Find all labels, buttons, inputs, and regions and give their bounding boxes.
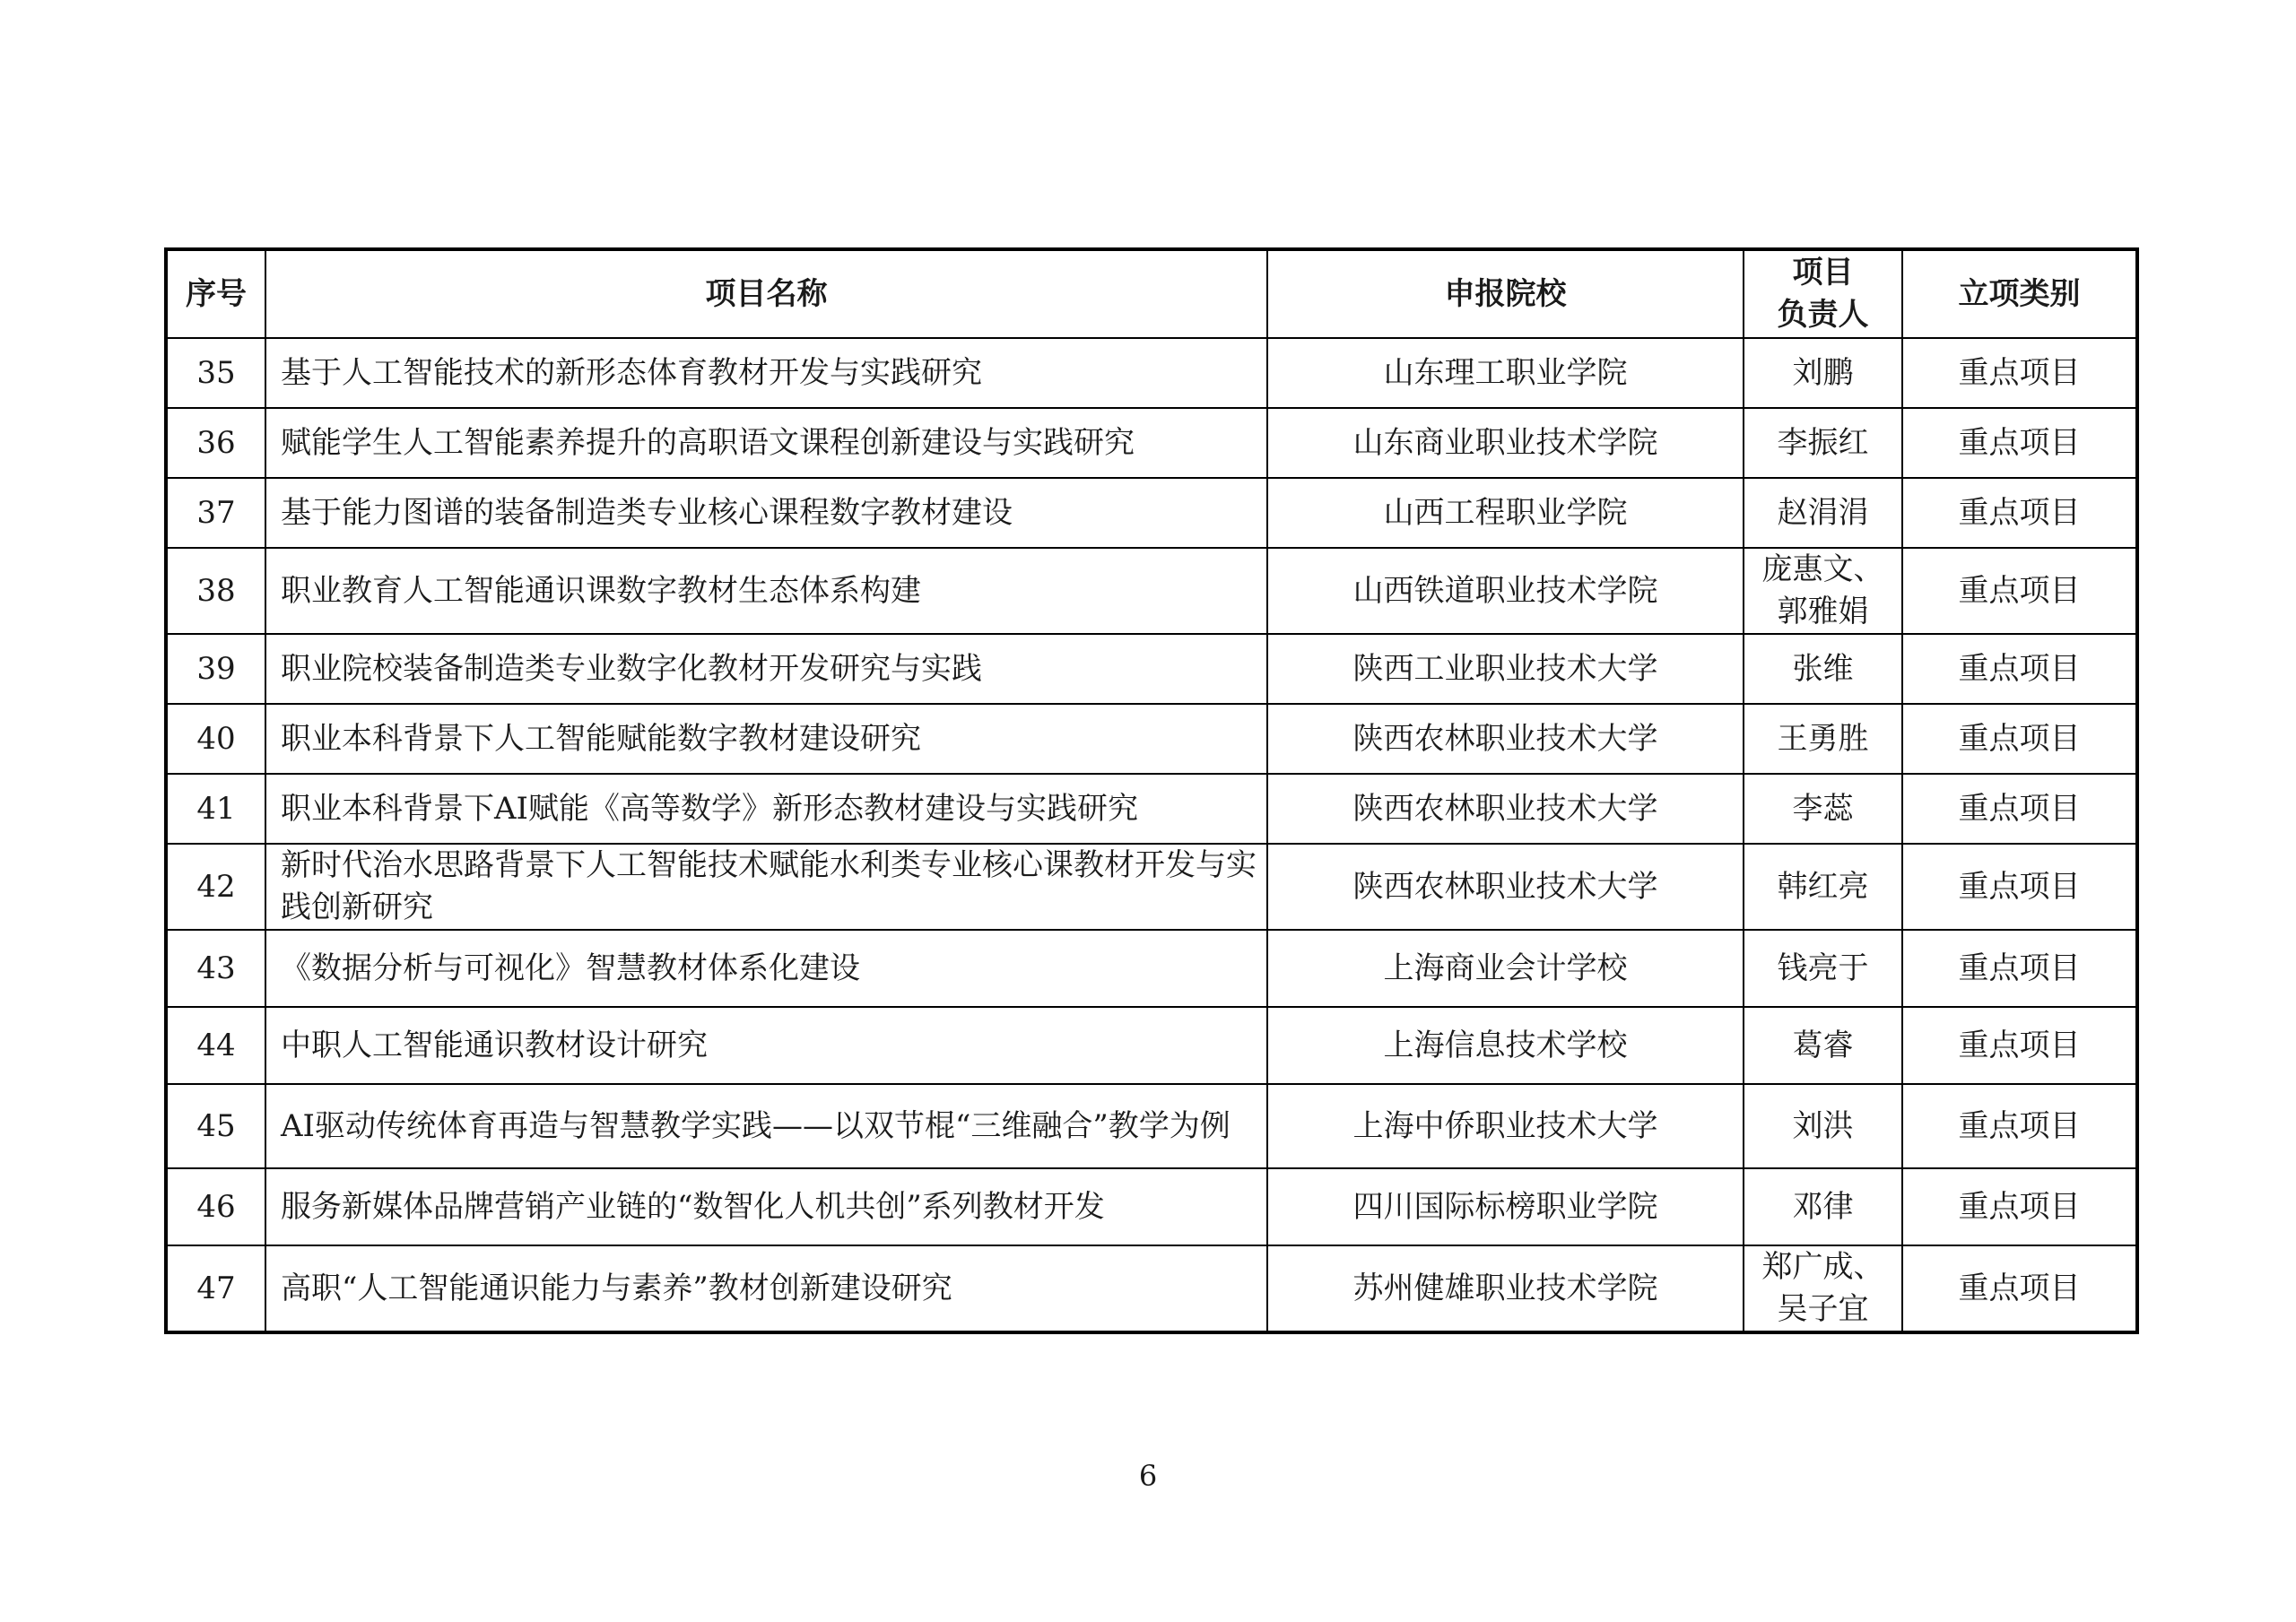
cell-leader: 赵涓涓 bbox=[1744, 478, 1902, 548]
cell-leader: 刘洪 bbox=[1744, 1084, 1902, 1168]
cell-name: 职业本科背景下AI赋能《高等数学》新形态教材建设与实践研究 bbox=[265, 774, 1267, 844]
cell-school: 四川国际标榜职业学院 bbox=[1267, 1168, 1744, 1245]
cell-no: 43 bbox=[166, 930, 265, 1007]
cell-school: 上海中侨职业技术大学 bbox=[1267, 1084, 1744, 1168]
cell-school: 上海商业会计学校 bbox=[1267, 930, 1744, 1007]
cell-category: 重点项目 bbox=[1902, 1245, 2137, 1332]
cell-leader: 韩红亮 bbox=[1744, 844, 1902, 930]
cell-name: 基于人工智能技术的新形态体育教材开发与实践研究 bbox=[265, 338, 1267, 408]
cell-no: 38 bbox=[166, 548, 265, 634]
cell-category: 重点项目 bbox=[1902, 408, 2137, 478]
cell-leader: 李振红 bbox=[1744, 408, 1902, 478]
header-leader-line1: 项目 bbox=[1792, 255, 1854, 291]
cell-name: 新时代治水思路背景下人工智能技术赋能水利类专业核心课教材开发与实践创新研究 bbox=[265, 844, 1267, 930]
table-row bbox=[166, 1084, 2137, 1168]
cell-category: 重点项目 bbox=[1902, 774, 2137, 844]
cell-leader: 葛睿 bbox=[1744, 1007, 1902, 1084]
cell-leader: 李蕊 bbox=[1744, 774, 1902, 844]
table-row bbox=[166, 408, 2137, 478]
cell-school: 苏州健雄职业技术学院 bbox=[1267, 1245, 1744, 1332]
cell-school: 陕西农林职业技术大学 bbox=[1267, 704, 1744, 774]
cell-leader: 钱亮于 bbox=[1744, 930, 1902, 1007]
cell-school: 陕西农林职业技术大学 bbox=[1267, 774, 1744, 844]
cell-category: 重点项目 bbox=[1902, 478, 2137, 548]
cell-no: 44 bbox=[166, 1007, 265, 1084]
cell-leader: 张维 bbox=[1744, 634, 1902, 704]
cell-no: 47 bbox=[166, 1245, 265, 1332]
cell-category: 重点项目 bbox=[1902, 1168, 2137, 1245]
cell-leader: 刘鹏 bbox=[1744, 338, 1902, 408]
table-row bbox=[166, 844, 2137, 930]
cell-category: 重点项目 bbox=[1902, 1007, 2137, 1084]
cell-no: 40 bbox=[166, 704, 265, 774]
cell-category: 重点项目 bbox=[1902, 338, 2137, 408]
table-row bbox=[166, 548, 2137, 634]
cell-school: 山东商业职业技术学院 bbox=[1267, 408, 1744, 478]
cell-category: 重点项目 bbox=[1902, 844, 2137, 930]
page-number: 6 bbox=[1138, 1459, 1158, 1493]
cell-no: 45 bbox=[166, 1084, 265, 1168]
cell-name: 《数据分析与可视化》智慧教材体系化建设 bbox=[265, 930, 1267, 1007]
cell-school: 山东理工职业学院 bbox=[1267, 338, 1744, 408]
table-row bbox=[166, 774, 2137, 844]
table-row bbox=[166, 1168, 2137, 1245]
cell-name: 中职人工智能通识教材设计研究 bbox=[265, 1007, 1267, 1084]
table-row bbox=[166, 1007, 2137, 1084]
cell-name: 高职“人工智能通识能力与素养”教材创新建设研究 bbox=[265, 1245, 1267, 1332]
cell-no: 42 bbox=[166, 844, 265, 930]
cell-name: AI驱动传统体育再造与智慧教学实践——以双节棍“三维融合”教学为例 bbox=[265, 1084, 1267, 1168]
cell-school: 山西工程职业学院 bbox=[1267, 478, 1744, 548]
cell-leader: 王勇胜 bbox=[1744, 704, 1902, 774]
cell-no: 41 bbox=[166, 774, 265, 844]
cell-category: 重点项目 bbox=[1902, 930, 2137, 1007]
header-row bbox=[166, 249, 2137, 338]
cell-name: 服务新媒体品牌营销产业链的“数智化人机共创”系列教材开发 bbox=[265, 1168, 1267, 1245]
cell-school: 陕西农林职业技术大学 bbox=[1267, 844, 1744, 930]
table-row bbox=[166, 634, 2137, 704]
cell-school: 山西铁道职业技术学院 bbox=[1267, 548, 1744, 634]
cell-category: 重点项目 bbox=[1902, 548, 2137, 634]
header-category: 立项类别 bbox=[1902, 249, 2137, 338]
cell-no: 37 bbox=[166, 478, 265, 548]
table-row bbox=[166, 704, 2137, 774]
cell-category: 重点项目 bbox=[1902, 704, 2137, 774]
cell-no: 39 bbox=[166, 634, 265, 704]
cell-leader: 庞惠文、郭雅娟 bbox=[1744, 548, 1902, 634]
cell-name: 基于能力图谱的装备制造类专业核心课程数字教材建设 bbox=[265, 478, 1267, 548]
table-row bbox=[166, 1245, 2137, 1332]
cell-name: 职业教育人工智能通识课数字教材生态体系构建 bbox=[265, 548, 1267, 634]
header-name: 项目名称 bbox=[265, 249, 1267, 338]
cell-category: 重点项目 bbox=[1902, 634, 2137, 704]
cell-no: 36 bbox=[166, 408, 265, 478]
cell-name: 赋能学生人工智能素养提升的高职语文课程创新建设与实践研究 bbox=[265, 408, 1267, 478]
header-no: 序号 bbox=[166, 249, 265, 338]
cell-category: 重点项目 bbox=[1902, 1084, 2137, 1168]
header-school: 申报院校 bbox=[1267, 249, 1744, 338]
cell-no: 46 bbox=[166, 1168, 265, 1245]
cell-leader: 邓律 bbox=[1744, 1168, 1902, 1245]
project-table bbox=[164, 247, 2139, 1334]
cell-name: 职业院校装备制造类专业数字化教材开发研究与实践 bbox=[265, 634, 1267, 704]
table-row bbox=[166, 338, 2137, 408]
cell-no: 35 bbox=[166, 338, 265, 408]
cell-name: 职业本科背景下人工智能赋能数字教材建设研究 bbox=[265, 704, 1267, 774]
header-leader bbox=[1744, 249, 1902, 338]
cell-school: 上海信息技术学校 bbox=[1267, 1007, 1744, 1084]
cell-school: 陕西工业职业技术大学 bbox=[1267, 634, 1744, 704]
cell-leader: 郑广成、吴子宜 bbox=[1744, 1245, 1902, 1332]
header-leader-line2: 负责人 bbox=[1777, 297, 1869, 333]
table-row bbox=[166, 930, 2137, 1007]
table-row bbox=[166, 478, 2137, 548]
